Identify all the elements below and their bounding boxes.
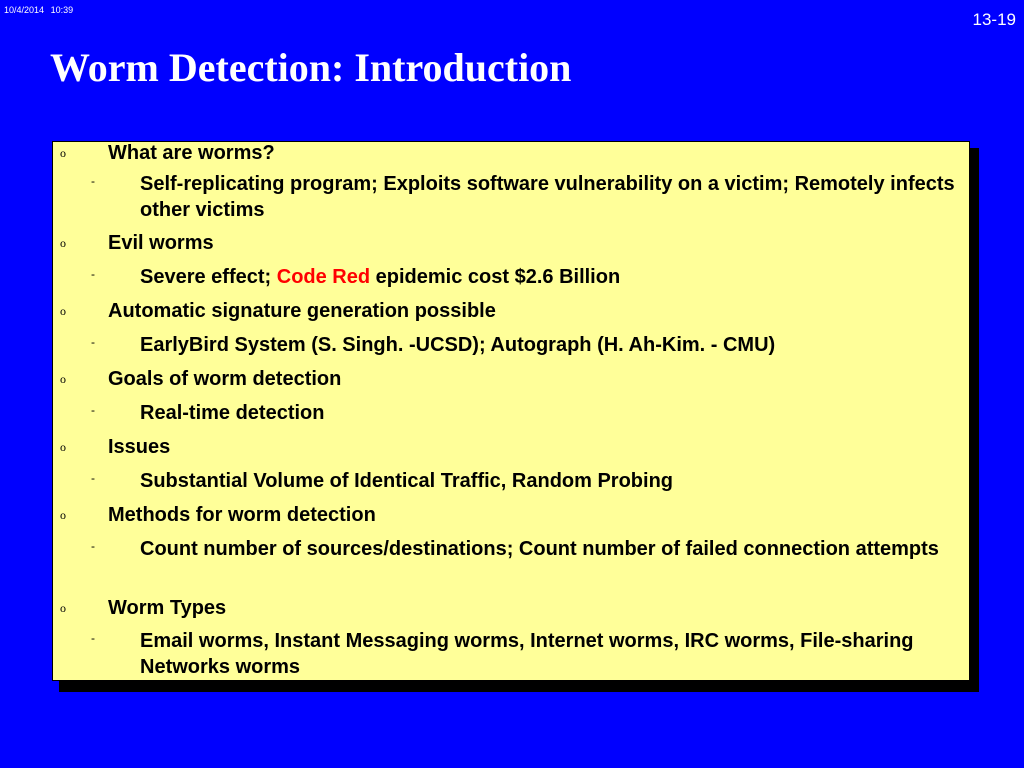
sub-bullet-text-post: epidemic cost $2.6 Billion (370, 266, 621, 288)
bullet-marker: o (60, 236, 66, 250)
sub-bullet-marker: - (91, 403, 95, 417)
slide-number: 13-19 (972, 10, 1016, 29)
header-time: 10:39 (50, 5, 74, 15)
bullet-marker: o (60, 601, 66, 615)
bullet-marker: o (60, 304, 66, 318)
bullet-marker: o (60, 440, 66, 454)
bullet-text: Worm Types (108, 597, 227, 619)
content-box (52, 141, 970, 681)
sub-bullet-marker: - (91, 174, 95, 188)
bullet-text: Issues (108, 436, 171, 458)
sub-bullet-text (140, 264, 955, 290)
sub-bullet-text: EarlyBird System (S. Singh. -UCSD); Autograph (H. Ah-Kim. - CMU) (140, 334, 776, 356)
sub-bullet-marker: - (91, 539, 95, 553)
bullet-marker: o (60, 146, 66, 160)
sub-bullet-marker: - (91, 631, 95, 645)
bullet-text: Methods for worm detection (108, 504, 376, 526)
bullet-marker: o (60, 508, 66, 522)
bullet-text: What are worms? (108, 142, 275, 164)
bullet-text: Automatic signature generation possible (108, 300, 496, 322)
bullet-text: Evil worms (108, 232, 214, 254)
sub-bullet-text: Real-time detection (140, 402, 325, 424)
sub-bullet-marker: - (91, 335, 95, 349)
sub-bullet-text: Self-replicating program; Exploits software vulnerability on a victim; Remotely infects other victims (140, 173, 955, 221)
sub-bullet-text: Count number of sources/destinations; Count number of failed connection attempts (140, 538, 939, 560)
sub-bullet-text-pre: Severe effect; (140, 266, 277, 288)
header-datetime (4, 5, 73, 15)
sub-bullet-marker: - (91, 471, 95, 485)
slide-title: Worm Detection: Introduction (50, 45, 572, 90)
sub-bullet-text: Email worms, Instant Messaging worms, Internet worms, IRC worms, File-sharing Networks worms (140, 630, 914, 678)
header-date: 10/4/2014 (4, 5, 45, 15)
sub-bullet-marker: - (91, 267, 95, 281)
bullet-text: Goals of worm detection (108, 368, 342, 390)
sub-bullet-text: Substantial Volume of Identical Traffic, Random Probing (140, 470, 674, 492)
code-red-highlight: Code Red (276, 266, 371, 288)
bullet-marker: o (60, 372, 66, 386)
